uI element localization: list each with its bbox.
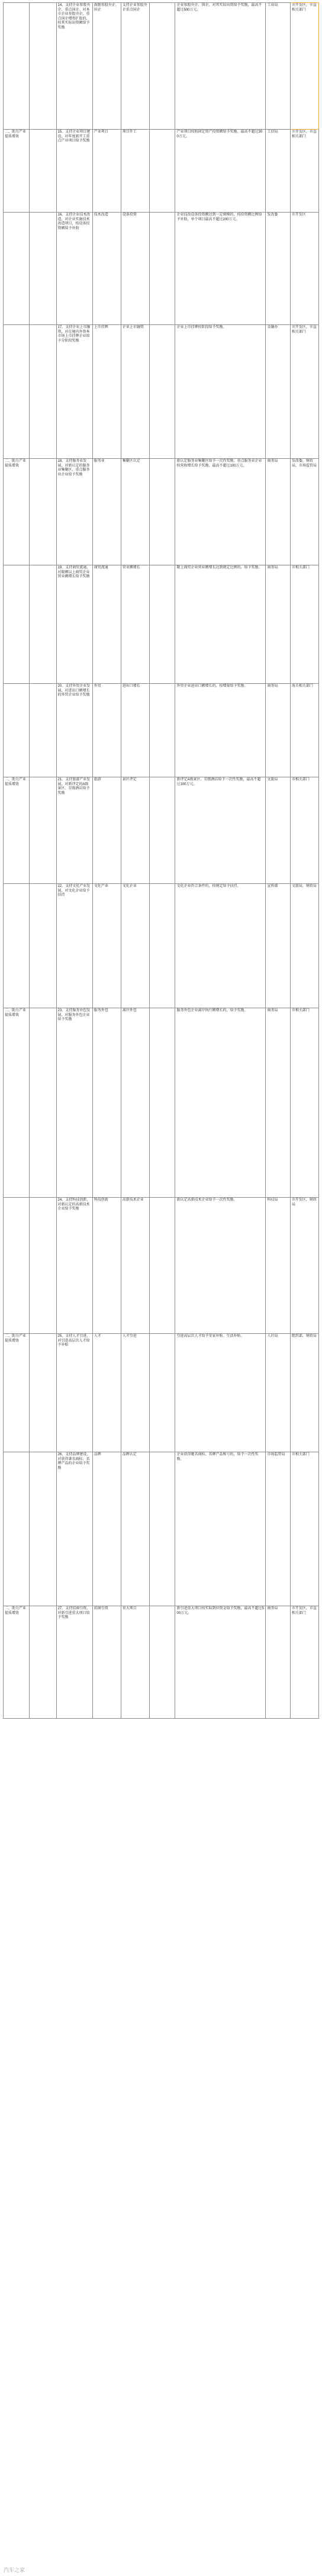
table-cell-c9: 市相关部门 [290,565,318,684]
table-cell-c2 [29,325,56,459]
table-cell-c4: 科技创新 [92,1198,121,1334]
policy-table-body [4,3,319,1719]
table-cell-c4: 商贸流通 [92,565,121,684]
table-cell-c9: 市相关部门 [290,1452,318,1606]
table-cell-c2 [29,3,56,130]
table-cell-c8: 市场监管局 [266,1452,291,1606]
table-cell-c4: 外贸 [92,684,121,777]
table-cell-c7: 新认定服务业集聚区给予一次性奖励；重点服务业企业按营收增长给予奖励，最高不超过100万元。 [175,459,266,565]
table-cell-c9: 市开发区，市直相关部门 [290,325,318,459]
table-cell-c3: 23、支持服务外包发展，对服务外包企业给予奖励 [56,1008,92,1198]
table-cell-c2 [29,565,56,684]
table-cell-c1 [4,3,30,130]
table-cell-c1 [4,565,30,684]
table-cell-c8: 商务局 [266,565,291,684]
table-cell-c1: 二、助力产业提质增效 [4,1606,30,1719]
table-cell-c8: 金融办 [266,325,291,459]
table-cell-c7: 文化企业符合条件的，按规定给予扶持。 [175,884,266,1008]
table-cell-c4: 产业项目 [92,130,121,213]
table-cell-c7: 企业获得驰名商标、名牌产品称号的，给予一次性奖励。 [175,1452,266,1606]
table-cell-c9: 组织部，财政局 [290,1334,318,1452]
table-cell-c9: 市开发区 [290,213,318,325]
table-cell-c8: 商务局 [266,1008,291,1198]
table-row [4,459,319,565]
table-cell-c5: 品牌认定 [121,1452,149,1606]
table-cell-c9: 市相关部门 [290,777,318,884]
table-row [4,1198,319,1334]
table-cell-c9: 市相关部门 [290,1008,318,1198]
table-cell-c8: 商务局 [266,684,291,777]
table-cell-c5: 集聚区认定 [121,459,149,565]
table-row [4,130,319,213]
table-cell-c2 [29,1334,56,1452]
table-cell-c4: 鼓励参股央企、国企 [92,3,121,130]
table-cell-c2 [29,1606,56,1719]
table-cell-c1 [4,684,30,777]
table-cell-c8: 商务局 [266,459,291,565]
table-cell-c8: 人社局 [266,1334,291,1452]
table-cell-c9: 市开发区，市直相关部门 [290,1606,318,1719]
table-cell-c7: 外贸企业进出口额增长的，按增量给予奖励。 [175,684,266,777]
table-row [4,1334,319,1452]
table-cell-c9: 市开发区，财政局 [290,1198,318,1334]
table-cell-c9: 市开发区，市直相关部门 [290,3,318,130]
table-cell-c5: 进出口增长 [121,684,149,777]
table-cell-c6 [149,1452,175,1606]
table-cell-c7: 企业上市挂牌按阶段给予奖励。 [175,325,266,459]
table-cell-c1 [4,213,30,325]
table-cell-c4: 旅游 [92,777,121,884]
table-cell-c5: 文化企业 [121,884,149,1008]
table-cell-c4: 技术改造 [92,213,121,325]
table-row [4,1452,319,1606]
table-cell-c2 [29,884,56,1008]
table-cell-c4: 服务外包 [92,1008,121,1198]
table-cell-c5: 重大项目 [121,1606,149,1719]
table-cell-c2 [29,1452,56,1606]
table-cell-c3: 20、支持外贸企业发展，对进出口额增长的外贸企业给予奖励 [56,684,92,777]
table-cell-c6 [149,884,175,1008]
table-cell-c5: 人才引进 [121,1334,149,1452]
table-cell-c7: 新认定高新技术企业给予一次性奖励。 [175,1198,266,1334]
table-cell-c5: 项目开工 [121,130,149,213]
table-cell-c7: 产业项目按照固定资产投资额给予奖励，最高不超过300万元。 [175,130,266,213]
table-cell-c6 [149,213,175,325]
table-cell-c7: 企业参股央企、国企，对其实际出资给予奖励，最高不超过500万元。 [175,3,266,130]
table-cell-c4: 服务业 [92,459,121,565]
table-row [4,325,319,459]
table-cell-c1 [4,325,30,459]
table-cell-c6 [149,1008,175,1198]
table-cell-c1 [4,1452,30,1606]
table-cell-c6 [149,565,175,684]
table-cell-c5: 高新技术企业 [121,1198,149,1334]
table-cell-c7: 新评定A级景区、星级酒店给予一次性奖励，最高不超过100万元。 [175,777,266,884]
table-cell-c3: 22、支持文化产业发展，对文化企业给予扶持 [56,884,92,1008]
table-cell-c3: 19、支持商贸流通，对限额以上商贸企业营业额增长给予奖励 [56,565,92,684]
table-cell-c4: 上市挂牌 [92,325,121,459]
table-cell-c8: 宣传部 [266,884,291,1008]
table-cell-c5: 景区评定 [121,777,149,884]
table-cell-c3: 26、支持品牌建设，对获得著名商标、名牌产品的企业给予奖励 [56,1452,92,1606]
table-row [4,1606,319,1719]
table-cell-c7: 企业技改设备投资额达到一定规模的，按投资额比例给予补助，单个项目最高不超过200万元。 [175,213,266,325]
table-cell-c6 [149,777,175,884]
table-cell-c9: 市开发区，市直相关部门 [290,130,318,213]
table-cell-c3: 16、支持企业技术改造，对企业实施技术改造项目，按设备投资额给予补助 [56,213,92,325]
table-cell-c4: 文化产业 [92,884,121,1008]
table-cell-c4: 招商引资 [92,1606,121,1719]
table-cell-c6 [149,1606,175,1719]
table-cell-c3: 18、支持服务业发展，对新认定的服务业集聚区、重点服务业企业给予奖励 [56,459,92,565]
table-cell-c1: 二、助力产业提质增效 [4,459,30,565]
table-cell-c3: 21、支持旅游产业发展，对新评定的A级景区、星级酒店给予奖励 [56,777,92,884]
table-cell-c8: 科技局 [266,1198,291,1334]
table-cell-c8: 发改委 [266,213,291,325]
policy-table [3,2,319,1719]
table-cell-c9: 发改委，财政局，市场监管局 [290,459,318,565]
table-cell-c2 [29,130,56,213]
table-cell-c7: 引进高层次人才给予安家补贴、生活补贴。 [175,1334,266,1452]
table-cell-c6 [149,459,175,565]
table-cell-c6 [149,130,175,213]
table-row [4,565,319,684]
table-cell-c2 [29,1198,56,1334]
table-cell-c1: 二、助力产业提质增效 [4,130,30,213]
table-cell-c3: 24、支持科技创新，对新认定的高新技术企业给予奖励 [56,1198,92,1334]
table-cell-c8: 工业局 [266,3,291,130]
table-cell-c6 [149,684,175,777]
table-cell-c6 [149,1198,175,1334]
table-cell-c2 [29,684,56,777]
table-cell-c9: 海关相关部门 [290,684,318,777]
table-cell-c3: 14、支持企业参股央企、重点国企。对本市企业参股央企、重点国企增资扩股的，按其实际出资额给予奖励 [56,3,92,130]
table-row [4,3,319,130]
table-cell-c6 [149,325,175,459]
table-cell-c1 [4,884,30,1008]
table-cell-c8: 商务局 [266,1606,291,1719]
table-cell-c4: 品牌 [92,1452,121,1606]
table-cell-c2 [29,459,56,565]
table-cell-c6 [149,1334,175,1452]
table-cell-c3: 17、支持企业上市融资，对在境内外资本市场上市挂牌企业给予分阶段奖励 [56,325,92,459]
table-row [4,684,319,777]
table-cell-c1 [4,1198,30,1334]
table-row [4,1008,319,1198]
table-cell-c4: 人才 [92,1334,121,1452]
table-cell-c7: 限上商贸企业营业额增长达到规定比例的，给予奖励。 [175,565,266,684]
table-cell-c3: 27、支持招商引资，对新引进重大项目给予奖励 [56,1606,92,1719]
table-cell-c7: 服务外包企业离岸执行额增长的，给予奖励。 [175,1008,266,1198]
watermark-text: 汽车之家 [4,2568,25,2574]
table-cell-c5: 营业额增长 [121,565,149,684]
table-cell-c8: 文旅局 [266,777,291,884]
table-cell-c8: 工信局 [266,130,291,213]
table-cell-c5: 支持企业参股央企重点国企 [121,3,149,130]
table-cell-c6 [149,3,175,130]
table-cell-c7: 新引进重大项目按实际到位资金给予奖励，最高不超过500万元。 [175,1606,266,1719]
table-cell-c9: 文旅局，财政局 [290,884,318,1008]
table-cell-c3: 25、支持人才引进，对引进高层次人才给予补贴 [56,1334,92,1452]
table-row [4,777,319,884]
table-cell-c1: 二、助力产业提质增效 [4,1334,30,1452]
table-row [4,884,319,1008]
table-cell-c1: 二、助力产业提质增效 [4,1008,30,1198]
table-cell-c2 [29,213,56,325]
table-cell-c2 [29,777,56,884]
table-cell-c5: 设备投资 [121,213,149,325]
table-cell-c2 [29,1008,56,1198]
table-cell-c5: 离岸外包 [121,1008,149,1198]
table-cell-c3: 15、支持企业项目建设，对年度新开工重点产业项目给予奖励 [56,130,92,213]
table-row [4,213,319,325]
table-cell-c5: 企业上市融资 [121,325,149,459]
table-cell-c1: 二、助力产业提质增效 [4,777,30,884]
